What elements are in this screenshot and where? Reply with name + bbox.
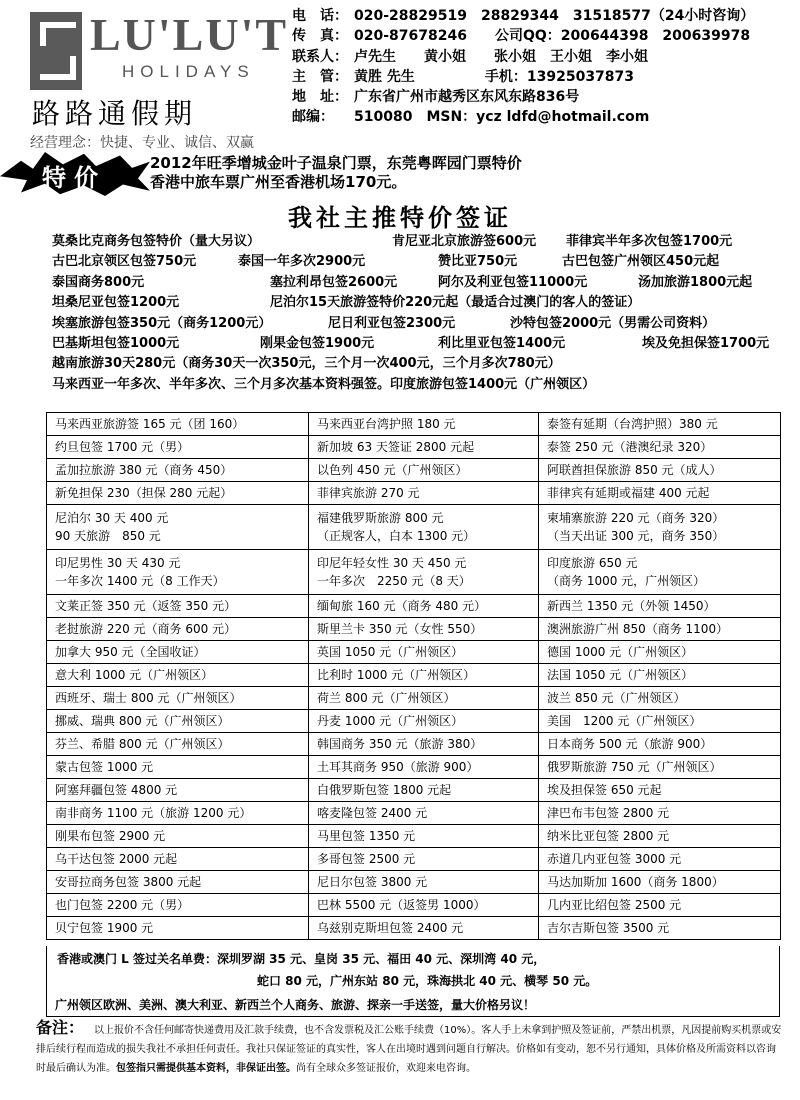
featured-row	[52, 334, 792, 354]
table-row	[47, 595, 781, 618]
brand-name-cn: 路路通假期	[32, 97, 198, 130]
price-text: 丹麦 1000 元（广州领区）	[317, 714, 464, 728]
price-text: 白俄罗斯包签 1800 元起	[317, 783, 452, 797]
price-cell	[309, 436, 539, 459]
remarks	[36, 1018, 784, 1078]
special-offer-label: 特价	[42, 164, 106, 192]
price-text: 印度旅游 650 元	[547, 556, 638, 570]
table-row	[47, 459, 781, 482]
price-text: 以色列 450 元（广州领区）	[317, 463, 468, 477]
price-text: 吉尔吉斯包签 3500 元	[547, 921, 670, 935]
price-text: 泰签有延期（台湾护照）380 元	[547, 417, 718, 431]
price-text: 一年多次 2250 元（8 天）	[317, 574, 471, 588]
remarks-bold: 包签指只需提供基本资料，非保证出签。	[116, 1063, 296, 1074]
table-row	[47, 894, 781, 917]
price-cell	[309, 687, 539, 710]
price-cell	[539, 482, 781, 505]
price-cell	[309, 848, 539, 871]
table-row	[47, 917, 781, 940]
price-cell	[47, 871, 309, 894]
price-cell	[539, 505, 781, 550]
table-row	[47, 413, 781, 436]
featured-item: 马来西亚一年多次、半年多次、三个月多次基本资料强签。印度旅游包签1400元（广州领区）	[52, 376, 596, 392]
price-cell	[309, 664, 539, 687]
contact-value: 广东省广州市越秀区东风东路836号	[354, 89, 580, 106]
featured-item: 越南旅游30天280元（商务30天一次350元，三个月一次400元，三个月多次780元）	[52, 356, 561, 372]
price-cell	[309, 733, 539, 756]
price-cell	[47, 550, 309, 595]
price-cell	[47, 917, 309, 940]
contact-label: 地 址：	[292, 89, 348, 106]
contact-value: 020-87678246 公司QQ：200644398 200639978	[354, 28, 751, 45]
price-text: 老挝旅游 220 元（商务 600 元）	[55, 622, 237, 636]
price-text: 西班牙、瑞士 800 元（广州领区）	[55, 691, 242, 705]
price-text: 乌兹别克斯坦包签 2400 元	[317, 921, 464, 935]
price-text: 波兰 850 元（广州领区）	[547, 691, 686, 705]
featured-item: 沙特包签2000元（男需公司资料）	[510, 315, 716, 331]
price-cell	[539, 459, 781, 482]
featured-item: 利比里亚包签1400元	[438, 335, 566, 351]
price-text: 澳洲旅游广州 850（商务 1100）	[547, 622, 729, 636]
featured-row	[52, 293, 792, 313]
table-row	[47, 756, 781, 779]
price-cell	[47, 459, 309, 482]
price-cell	[539, 733, 781, 756]
visa-price-table	[46, 412, 781, 940]
price-text: 多哥包签 2500 元	[317, 852, 416, 866]
featured-item: 肯尼亚北京旅游签600元	[392, 234, 537, 249]
price-cell	[309, 459, 539, 482]
remarks-text: 以上报价不含任何邮寄快递费用及汇款手续费，也不含发票税及汇公账手续费（10%）。客人手上未拿到护照及签证前，严禁出机票，凡因提前购买机票或安排后续行程而造成的损失我社不承担任何责任。我社只保证签证的真实性，客人在出境时遇到问题自行解决。价格如有变动，恕不另行通知，具体价格及所需资料以咨询时最后确认为准。	[36, 1025, 782, 1074]
price-cell	[539, 413, 781, 436]
table-row	[47, 482, 781, 505]
price-text: （商务 1000 元，广州领区）	[547, 574, 706, 588]
price-cell	[539, 894, 781, 917]
table-row	[47, 505, 781, 550]
table-row	[47, 802, 781, 825]
hk-fee-line: 蛇口 80 元，广州东站 80 元，珠海拱北 40 元、横琴 50 元。	[257, 974, 598, 988]
price-text: 蒙古包签 1000 元	[55, 760, 154, 774]
price-text: 新西兰 1350 元（外领 1450）	[547, 599, 716, 613]
remarks-label: 备注：	[36, 1018, 85, 1037]
price-text: 新免担保 230（担保 280 元起）	[55, 486, 233, 500]
price-text: 马达加斯加 1600（商务 1800）	[547, 875, 724, 889]
featured-item: 尼日利亚包签2300元	[328, 315, 456, 331]
price-text: 贝宁包签 1900 元	[55, 921, 154, 935]
contact-row	[292, 26, 792, 46]
price-cell	[309, 413, 539, 436]
price-cell	[47, 710, 309, 733]
price-cell	[47, 482, 309, 505]
price-cell	[539, 641, 781, 664]
price-text: 约旦包签 1700 元（男）	[55, 440, 190, 454]
contact-value: 黄胜 先生 手机：13925037873	[354, 68, 635, 85]
price-text: （当天出证 300 元，商务 350）	[547, 529, 725, 543]
special-offer-banner	[0, 150, 800, 198]
price-text: 土耳其商务 950（旅游 900）	[317, 760, 479, 774]
price-text: 巴林 5500 元（返签男 1000）	[317, 898, 486, 912]
price-text: 福建俄罗斯旅游 800 元	[317, 511, 444, 525]
price-text: 韩国商务 350 元（旅游 380）	[317, 737, 483, 751]
featured-item: 泰国商务800元	[52, 274, 145, 290]
price-text: 加拿大 950 元（全国收证）	[55, 645, 206, 659]
brand-name-en: LU'LU'T	[90, 9, 289, 60]
logo-mark-icon	[30, 12, 82, 90]
price-text: 马来西亚台湾护照 180 元	[317, 417, 456, 431]
featured-row	[52, 252, 792, 272]
contact-value: 卢先生 黄小姐 张小姐 王小姐 李小姐	[354, 48, 648, 65]
contact-info	[292, 6, 792, 128]
price-text: 乌干达包签 2000 元起	[55, 852, 178, 866]
price-cell	[539, 687, 781, 710]
featured-item: 埃及免担保签1700元	[642, 335, 770, 351]
price-cell	[539, 871, 781, 894]
price-text: 俄罗斯旅游 750 元（广州领区）	[547, 760, 722, 774]
contact-row	[292, 47, 792, 67]
price-cell	[309, 618, 539, 641]
price-cell	[47, 779, 309, 802]
price-text: 柬埔寨旅游 220 元（商务 320）	[547, 511, 725, 525]
featured-item: 莫桑比克商务包签特价（量大另议）	[52, 234, 261, 249]
featured-item: 泰国一年多次2900元	[238, 254, 366, 270]
price-cell	[47, 413, 309, 436]
price-text: 津巴布韦包签 2800 元	[547, 806, 670, 820]
price-text: 刚果布包签 2900 元	[55, 829, 166, 843]
price-cell	[47, 733, 309, 756]
featured-item: 埃塞旅游包签350元（商务1200元）	[52, 315, 272, 331]
contact-label: 传 真：	[292, 28, 348, 45]
contact-label: 联系人：	[292, 48, 348, 65]
contact-label: 电 话：	[292, 8, 348, 24]
special-offer-text	[150, 154, 522, 192]
table-row	[47, 779, 781, 802]
contact-value: 020-28829519 28829344 31518577（24小时咨询）	[354, 8, 755, 24]
price-text: 也门包签 2200 元（男）	[55, 898, 190, 912]
contact-label: 主 管：	[292, 68, 348, 85]
price-cell	[539, 825, 781, 848]
price-cell	[539, 550, 781, 595]
featured-item: 尼泊尔15天旅游签特价220元起（最适合过澳门的客人的签证）	[270, 295, 641, 311]
price-text: 尼泊尔 30 天 400 元	[55, 511, 169, 525]
table-row	[47, 618, 781, 641]
price-text: 意大利 1000 元（广州领区）	[55, 668, 214, 682]
price-text: 美国 1200 元（广州领区）	[547, 714, 702, 728]
table-row	[47, 825, 781, 848]
price-text: 菲律宾有延期或福建 400 元起	[547, 486, 710, 500]
featured-item: 菲律宾半年多次包签1700元	[566, 234, 733, 249]
price-cell	[539, 802, 781, 825]
price-text: 泰签 250 元（港澳纪录 320）	[547, 440, 713, 454]
price-cell	[309, 505, 539, 550]
price-cell	[47, 505, 309, 550]
price-text: 纳米比亚包签 2800 元	[547, 829, 670, 843]
price-cell	[539, 618, 781, 641]
company-logo	[22, 6, 289, 151]
price-cell	[539, 779, 781, 802]
featured-item: 巴基斯坦包签1000元	[52, 335, 180, 351]
hk-macau-fee-box	[46, 946, 780, 1017]
special-offer-line: 2012年旺季增城金叶子温泉门票，东莞粤晖园门票特价	[150, 154, 522, 172]
price-text: 菲律宾旅游 270 元	[317, 486, 420, 500]
price-text: 埃及担保签 650 元起	[547, 783, 662, 797]
price-text: 马来西亚旅游签 165 元（团 160）	[55, 417, 245, 431]
price-text: 孟加拉旅游 380 元（商务 450）	[55, 463, 233, 477]
price-cell	[539, 595, 781, 618]
table-row	[47, 733, 781, 756]
table-row	[47, 687, 781, 710]
table-row	[47, 664, 781, 687]
table-row	[47, 710, 781, 733]
price-cell	[309, 894, 539, 917]
price-cell	[47, 894, 309, 917]
price-text: 赤道几内亚包签 3000 元	[547, 852, 682, 866]
price-cell	[309, 641, 539, 664]
special-offer-line: 香港中旅车票广州至香港机场170元。	[150, 173, 407, 191]
page-title: 我社主推特价签证	[288, 203, 512, 232]
price-text: 几内亚比绍包签 2500 元	[547, 898, 682, 912]
price-cell	[47, 825, 309, 848]
featured-item: 古巴北京领区包签750元	[52, 254, 197, 270]
price-text: 喀麦隆包签 2400 元	[317, 806, 428, 820]
price-text: 一年多次 1400 元（8 工作天）	[55, 574, 225, 588]
price-text: 挪威、瑞典 800 元（广州领区）	[55, 714, 230, 728]
price-text: 法国 1050 元（广州领区）	[547, 668, 694, 682]
header	[0, 0, 800, 150]
price-cell	[539, 917, 781, 940]
price-text: 新加坡 63 天签证 2800 元起	[317, 440, 475, 454]
price-cell	[309, 550, 539, 595]
price-cell	[539, 848, 781, 871]
table-row	[47, 848, 781, 871]
price-text: 德国 1000 元（广州领区）	[547, 645, 694, 659]
price-text: 印尼男性 30 天 430 元	[55, 556, 181, 570]
featured-row	[52, 232, 792, 252]
brand-subtitle: HOLIDAYS	[122, 62, 255, 81]
hk-fee-line: 香港或澳门 L 签过关名单费：深圳罗湖 35 元、皇岗 35 元、福田 40 元、深圳湾 40 元，	[57, 952, 546, 966]
price-text: 90 天旅游 850 元	[55, 529, 161, 543]
price-text: 荷兰 800 元（广州领区）	[317, 691, 456, 705]
price-text: （正规客人，白本 1300 元）	[317, 529, 476, 543]
price-text: 马里包签 1350 元	[317, 829, 416, 843]
table-row	[47, 550, 781, 595]
price-cell	[309, 825, 539, 848]
price-text: 日本商务 500 元（旅游 900）	[547, 737, 713, 751]
price-cell	[309, 871, 539, 894]
price-cell	[309, 710, 539, 733]
price-text: 阿联酋担保旅游 850 元（成人）	[547, 463, 722, 477]
featured-row	[52, 354, 792, 374]
price-text: 阿塞拜疆包签 4800 元	[55, 783, 178, 797]
price-cell	[47, 618, 309, 641]
europe-america-note: 广州领区欧洲、美洲、澳大利亚、新西兰个人商务、旅游、探亲一手送签，量大价格另议！	[55, 998, 536, 1012]
price-cell	[47, 802, 309, 825]
contact-row	[292, 67, 792, 87]
table-row	[47, 641, 781, 664]
price-cell	[47, 595, 309, 618]
price-cell	[47, 664, 309, 687]
price-cell	[309, 779, 539, 802]
featured-row	[52, 273, 792, 293]
contact-row	[292, 107, 792, 127]
price-cell	[309, 595, 539, 618]
featured-item: 赞比亚750元	[438, 254, 518, 270]
contact-row	[292, 6, 792, 26]
featured-item: 阿尔及利亚包签11000元	[438, 274, 588, 290]
business-motto: 经营理念：快捷、专业、诚信、双赢	[30, 135, 254, 151]
price-cell	[47, 848, 309, 871]
price-text: 比利时 1000 元（广州领区）	[317, 668, 476, 682]
price-text: 英国 1050 元（广州领区）	[317, 645, 464, 659]
price-cell	[309, 756, 539, 779]
featured-item: 刚果金包签1900元	[260, 335, 375, 351]
featured-item: 塞拉利昂包签2600元	[270, 274, 398, 290]
price-text: 斯里兰卡 350 元（女性 550）	[317, 622, 483, 636]
price-cell	[309, 482, 539, 505]
featured-visa-list	[52, 232, 792, 395]
price-text: 芬兰、希腊 800 元（广州领区）	[55, 737, 230, 751]
price-cell	[539, 664, 781, 687]
price-cell	[47, 756, 309, 779]
price-cell	[539, 436, 781, 459]
price-text: 缅甸旅 160 元（商务 480 元）	[317, 599, 487, 613]
featured-item: 汤加旅游1800元起	[638, 274, 753, 290]
featured-item: 古巴包签广州领区450元起	[562, 254, 720, 270]
featured-row	[52, 314, 792, 334]
price-cell	[309, 802, 539, 825]
price-cell	[539, 710, 781, 733]
contact-value: 510080 MSN：ycz ldfd@hotmail.com	[354, 109, 650, 126]
featured-row	[52, 375, 792, 395]
price-cell	[539, 756, 781, 779]
price-cell	[47, 641, 309, 664]
table-row	[47, 871, 781, 894]
price-text: 南非商务 1100 元（旅游 1200 元）	[55, 806, 252, 820]
price-cell	[47, 436, 309, 459]
price-cell	[309, 917, 539, 940]
price-text: 安哥拉商务包签 3800 元起	[55, 875, 202, 889]
price-text: 尼日尔包签 3800 元	[317, 875, 428, 889]
contact-label: 邮编：	[292, 109, 334, 126]
table-row	[47, 436, 781, 459]
price-cell	[47, 687, 309, 710]
remarks-tail: 尚有全球众多签证报价，欢迎来电咨询。	[296, 1063, 476, 1074]
price-text: 文莱正签 350 元（返签 350 元）	[55, 599, 237, 613]
featured-item: 坦桑尼亚包签1200元	[52, 295, 180, 311]
price-text: 印尼年轻女性 30 天 450 元	[317, 556, 467, 570]
contact-row	[292, 87, 792, 107]
